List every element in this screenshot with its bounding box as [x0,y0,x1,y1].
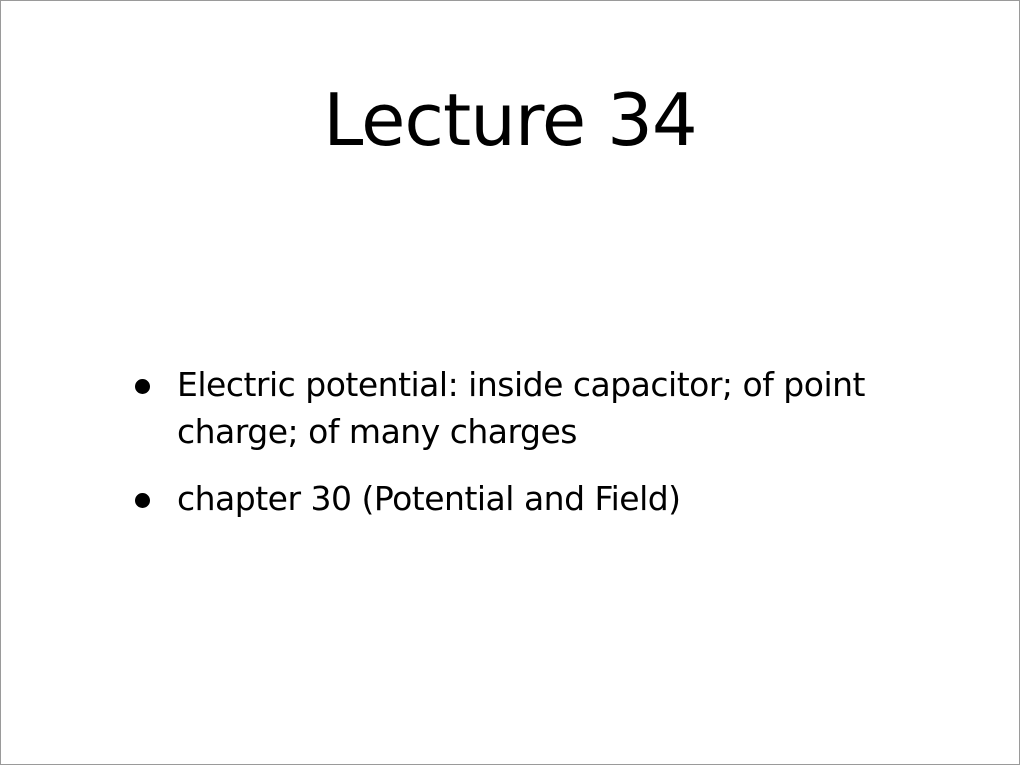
bullet-list [129,361,909,542]
bullet-text: chapter 30 (Potential and Field) [177,479,681,518]
bullet-item [129,475,909,522]
slide-title: Lecture 34 [323,78,697,162]
bullet-item [129,361,909,455]
bullet-dot-icon [135,493,150,508]
bullet-dot-icon [135,379,150,394]
bullet-text: Electric potential: inside capacitor; of point charge; of many charges [177,365,865,451]
